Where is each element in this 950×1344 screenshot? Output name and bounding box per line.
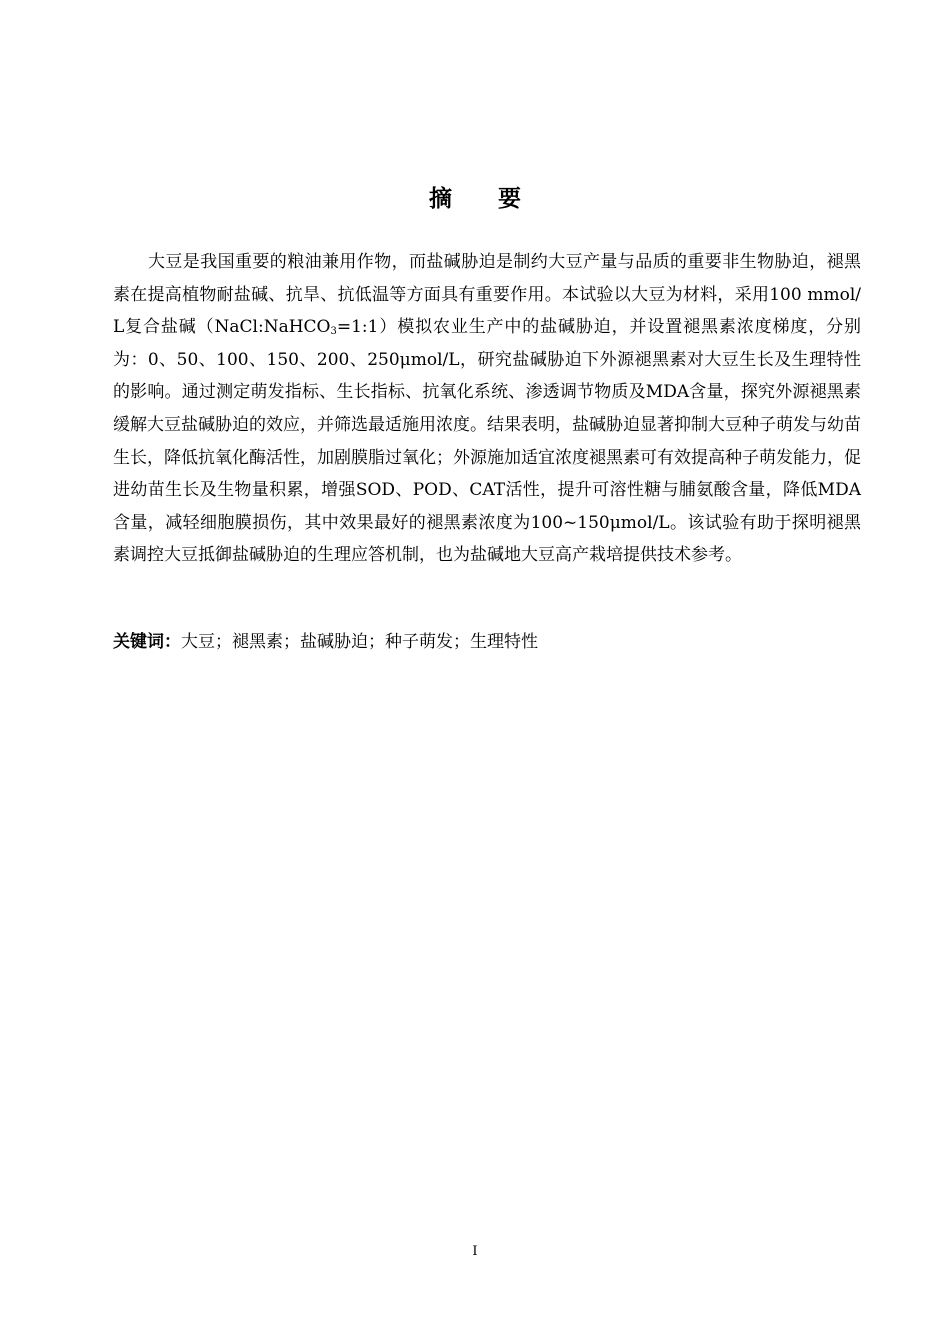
abstract-text-part-2: =1:1）模拟农业生产中的盐碱胁迫，并设置褪黑素浓度梯度，分别为：0、50、100、150、200、250μmol/L，研究盐碱胁迫下外源褪黑素对大豆生长及生理特性的影响。通过测定萌发指标、生长指标、抗氧化系统、渗透调节物质及MDA含量，探究外源褪黑素缓解大豆盐碱胁迫的效应，并筛选最适施用浓度。结果表明，盐碱胁迫显著抑制大豆种子萌发与幼苗生长，降低抗氧化酶活性，加剧膜脂过氧化；外源施加适宜浓度褪黑素可有效提高种子萌发能力，促进幼苗生长及生物量积累，增强SOD、POD、CAT活性，提升可溶性糖与脯氨酸含量，降低MDA含量，减轻细胞膜损伤，其中效果最好的褪黑素浓度为100~150μmol/L。该试验有助于探明褪黑素调控大豆抵御盐碱胁迫的生理应答机制，也为盐碱地大豆高产栽培提供技术参考。 xyxy=(113,317,861,566)
keywords-text: 大豆；褪黑素；盐碱胁迫；种子萌发；生理特性 xyxy=(181,632,538,652)
abstract-subscript: 3 xyxy=(330,326,337,338)
page-number: I xyxy=(472,1244,478,1259)
keywords-label: 关键词： xyxy=(113,632,181,652)
page-title xyxy=(0,180,950,213)
abstract-paragraph xyxy=(113,246,861,572)
abstract-text-part-1: 大豆是我国重要的粮油兼用作物，而盐碱胁迫是制约大豆产量与品质的重要非生物胁迫，褪黑素在提高植物耐盐碱、抗旱、抗低温等方面具有重要作用。本试验以大豆为材料，采用100 mmol/L复合盐碱（NaCl:NaHCO xyxy=(113,252,861,338)
title-char-1: 摘 xyxy=(429,186,452,212)
keywords-line xyxy=(113,628,861,656)
title-char-2: 要 xyxy=(498,186,521,212)
